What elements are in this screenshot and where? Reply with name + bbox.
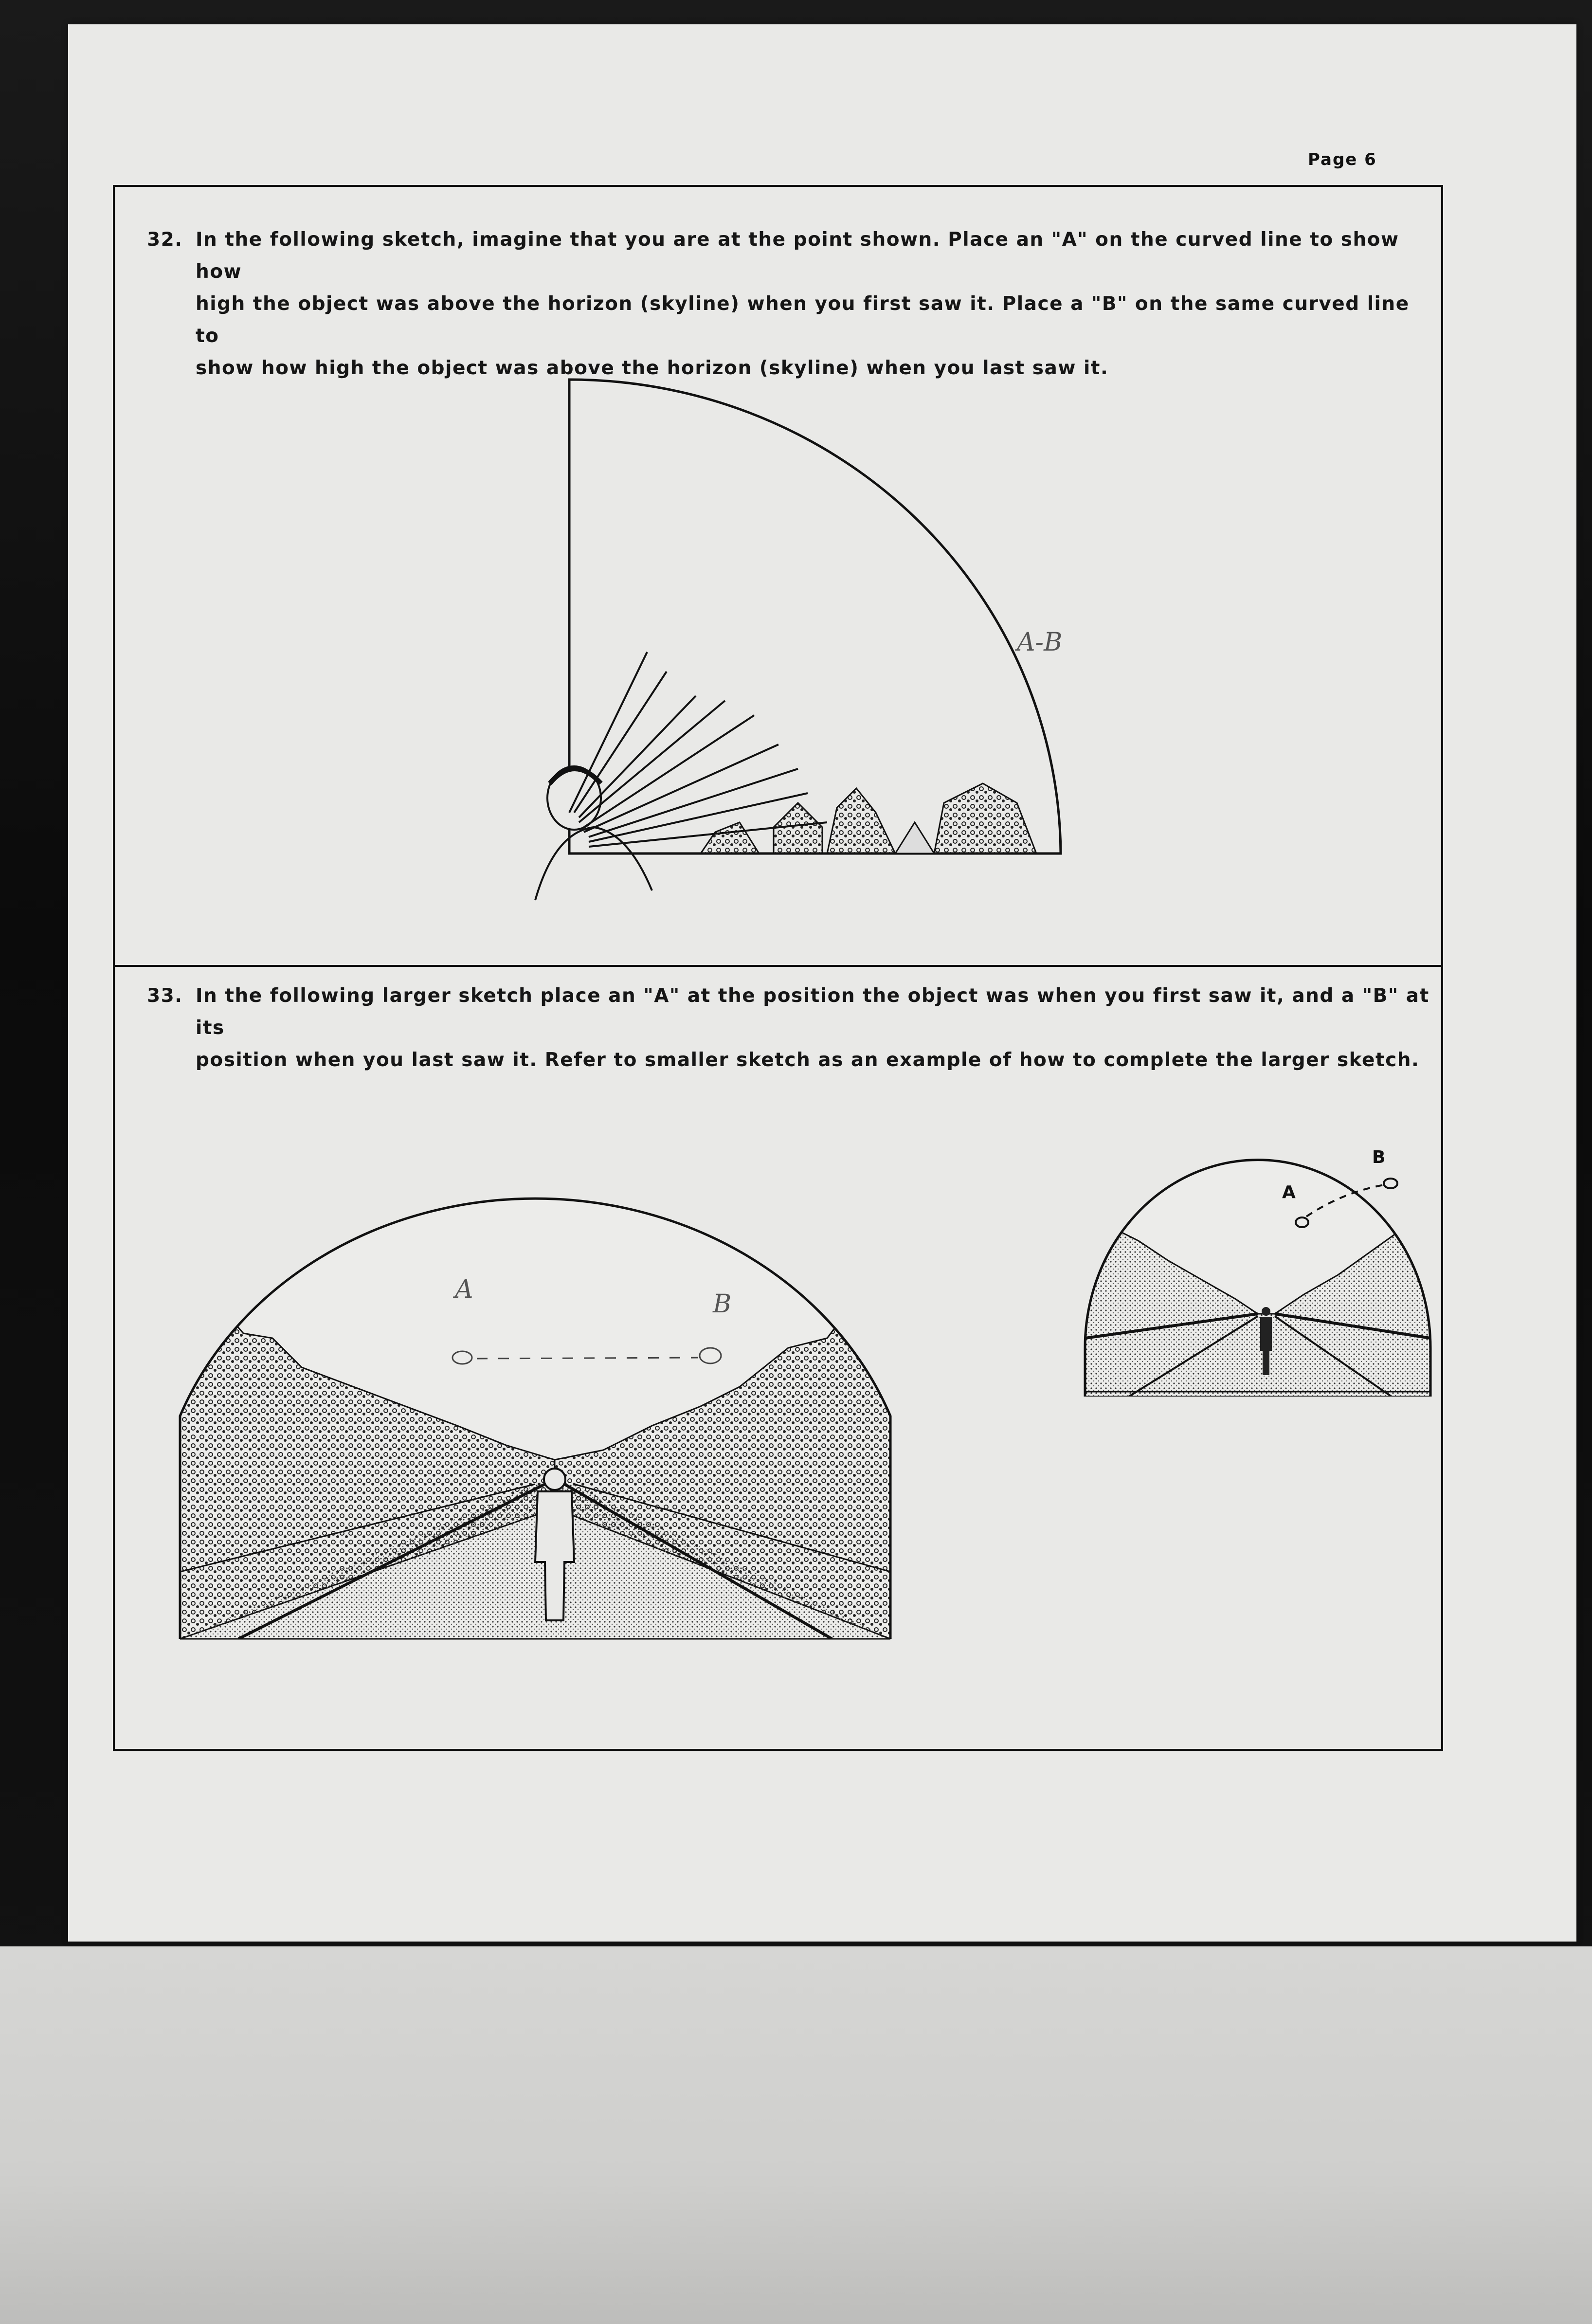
page-number: Page 6 — [1308, 150, 1377, 169]
q33-example-sketch — [68, 24, 1576, 1942]
q33-example-label-b: B — [1372, 1147, 1386, 1167]
q33-handwritten-a: A — [455, 1275, 473, 1304]
question-line: high the object was above the horizon (skyline) when you first saw it. Place a "B" on the same curved line to — [196, 293, 1410, 347]
q33-handwritten-b: B — [713, 1289, 732, 1319]
document-page — [68, 24, 1576, 1942]
question-line: In the following sketch, imagine that you are at the point shown. Place an "A" on the curved line to show how — [196, 229, 1399, 283]
question-line: In the following larger sketch place an "A" at the position the object was when you first saw it, and a "B" at its — [196, 985, 1429, 1039]
underlying-sheet — [0, 1946, 1592, 2324]
q32-handwritten-answer: A-B — [1017, 628, 1063, 657]
question-line: show how high the object was above the horizon (skyline) when you last saw it. — [196, 357, 1109, 379]
question-line: position when you last saw it. Refer to smaller sketch as an example of how to complete the larger sketch. — [196, 1049, 1420, 1071]
q33-example-object-b — [1384, 1179, 1397, 1188]
question-number: 33. — [147, 985, 183, 1007]
question-number: 32. — [147, 229, 183, 251]
q33-example-label-a: A — [1282, 1182, 1296, 1202]
